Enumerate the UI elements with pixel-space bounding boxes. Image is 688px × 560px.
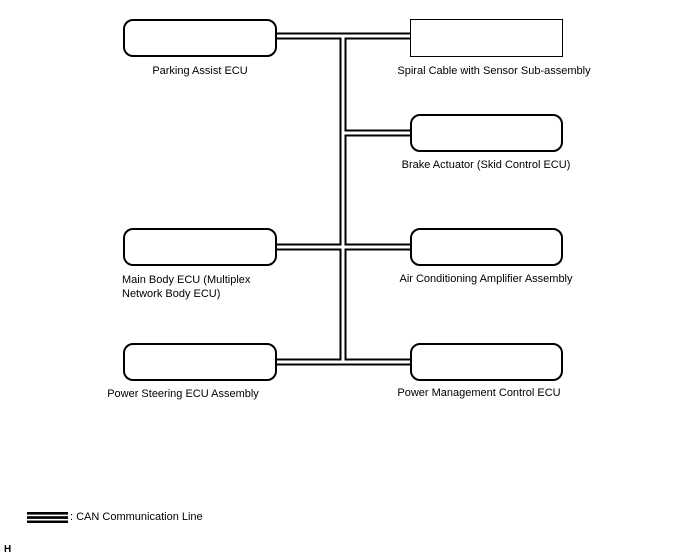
node-label-main-body-ecu-line1: Main Body ECU (Multiplex bbox=[122, 274, 251, 286]
node-box-parking-assist-ecu bbox=[123, 19, 277, 57]
node-box-main-body-ecu bbox=[123, 228, 277, 266]
node-label-parking-assist-ecu: Parking Assist ECU bbox=[152, 65, 248, 77]
node-label-spiral-cable: Spiral Cable with Sensor Sub-assembly bbox=[397, 65, 591, 77]
node-label-power-management-ecu: Power Management Control ECU bbox=[397, 387, 561, 399]
node-box-brake-actuator bbox=[410, 114, 563, 152]
page-marker: H bbox=[4, 544, 12, 555]
can-line-legend-label: : CAN Communication Line bbox=[70, 511, 203, 523]
node-label-brake-actuator: Brake Actuator (Skid Control ECU) bbox=[401, 159, 571, 171]
node-label-main-body-ecu-line2: Network Body ECU) bbox=[122, 288, 221, 300]
can-line-symbol-icon bbox=[27, 512, 68, 523]
node-label-main-body-ecu bbox=[122, 273, 312, 301]
node-label-air-conditioning-amplifier: Air Conditioning Amplifier Assembly bbox=[399, 273, 573, 285]
node-box-power-management-ecu bbox=[410, 343, 563, 381]
node-label-power-steering-ecu: Power Steering ECU Assembly bbox=[107, 388, 259, 400]
node-box-power-steering-ecu bbox=[123, 343, 277, 381]
node-box-air-conditioning-amplifier bbox=[410, 228, 563, 266]
can-line-legend bbox=[27, 511, 203, 523]
node-box-spiral-cable bbox=[410, 19, 563, 57]
